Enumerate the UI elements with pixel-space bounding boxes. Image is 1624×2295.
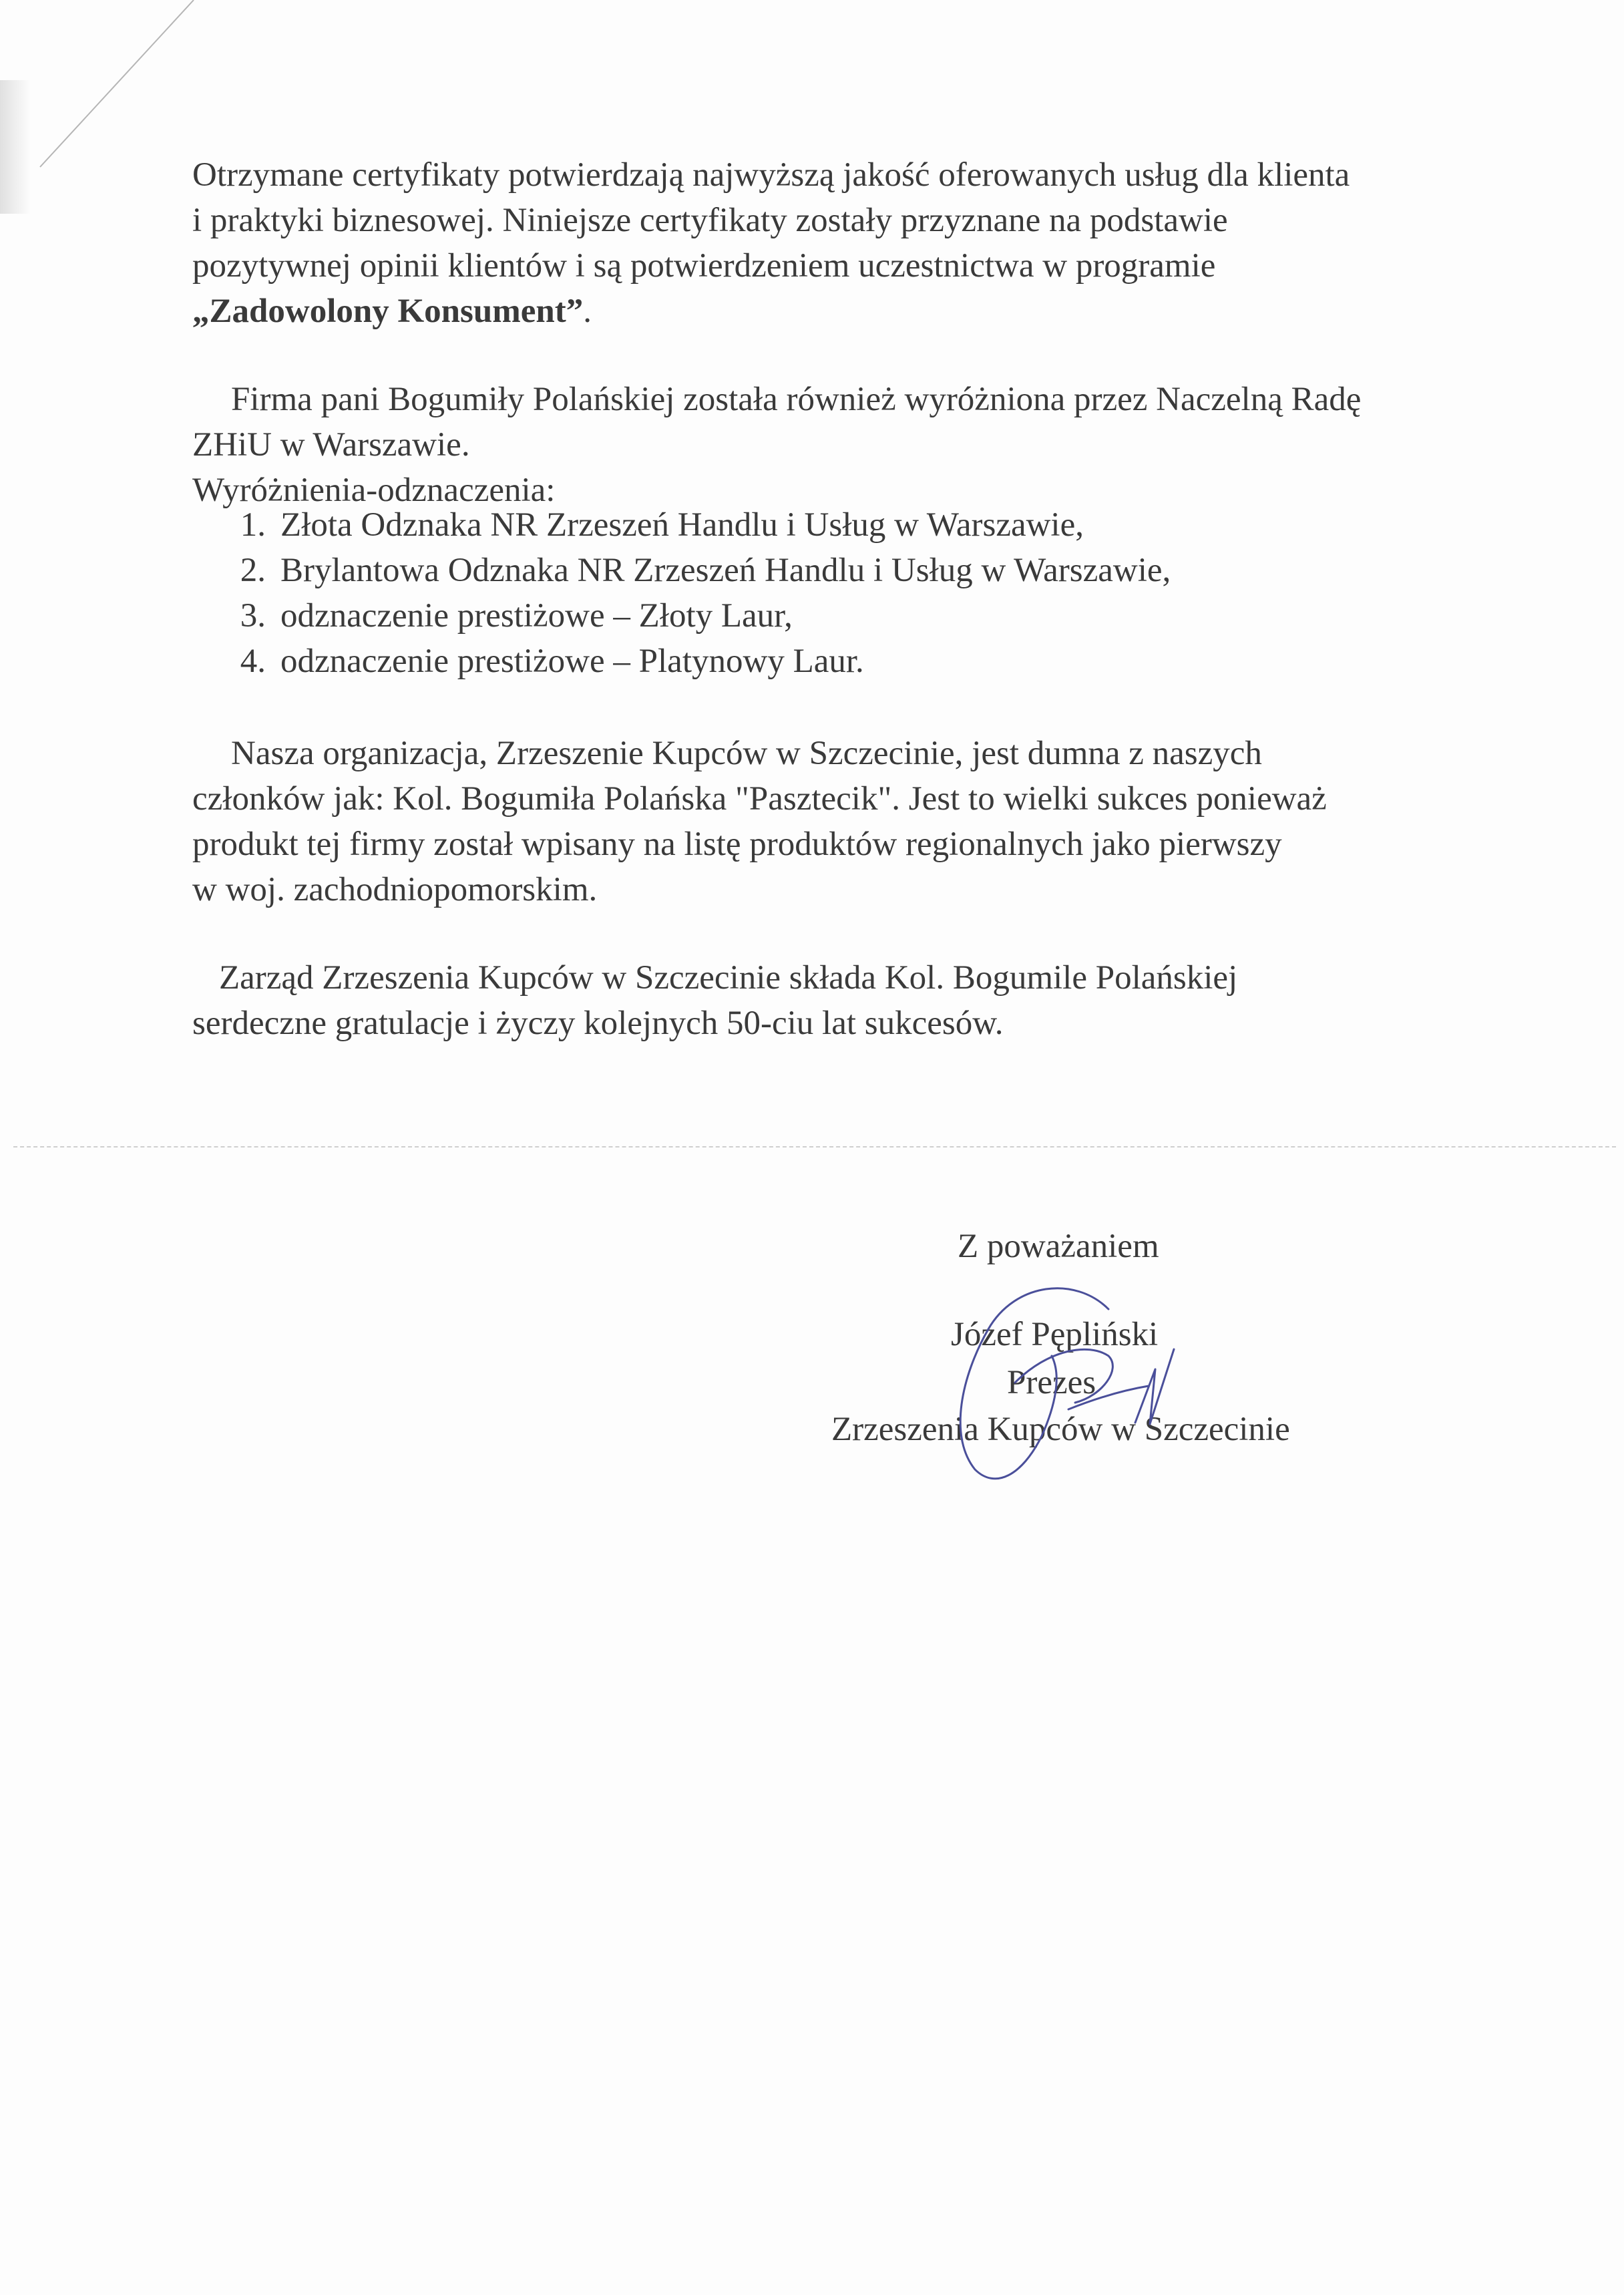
paragraph-distinction — [192, 377, 1535, 513]
paragraph-organization — [192, 731, 1535, 912]
list-number: 3. — [240, 597, 266, 635]
signer-name: Józef Pępliński — [951, 1316, 1159, 1353]
signer-title: Prezes — [1007, 1364, 1096, 1401]
awards-list — [192, 502, 1535, 684]
paragraph-line: Zarząd Zrzeszenia Kupców w Szczecinie składa Kol. Bogumile Polańskiej — [219, 959, 1238, 997]
paragraph-line: Otrzymane certyfikaty potwierdzają najwyższą jakość oferowanych usług dla klienta — [192, 156, 1350, 194]
list-text: Złota Odznaka NR Zrzeszeń Handlu i Usług w Warszawie, — [280, 506, 1084, 544]
paragraph-certificates — [192, 152, 1535, 334]
corner-crease-mark — [0, 0, 214, 174]
paragraph-line: w woj. zachodniopomorskim. — [192, 871, 598, 908]
paper-fold-line — [13, 1146, 1616, 1148]
list-item — [192, 502, 1535, 548]
paragraph-line: członków jak: Kol. Bogumiła Polańska "Pasztecik". Jest to wielki sukces ponieważ — [192, 780, 1327, 818]
list-text: odznaczenie prestiżowe – Złoty Laur, — [280, 597, 793, 635]
list-number: 1. — [240, 506, 266, 544]
signer-organization: Zrzeszenia Kupców w Szczecinie — [831, 1411, 1290, 1448]
paragraph-line: Nasza organizacja, Zrzeszenie Kupców w Szczecinie, jest dumna z naszych — [231, 735, 1262, 772]
paragraph-line: produkt tej firmy został wpisany na listę produktów regionalnych jako pierwszy — [192, 826, 1282, 863]
list-number: 4. — [240, 643, 266, 680]
paragraph-line — [192, 289, 1535, 334]
paragraph-line: serdeczne gratulacje i życzy kolejnych 50-ciu lat sukcesów. — [192, 1005, 1004, 1042]
list-text: Brylantowa Odznaka NR Zrzeszeń Handlu i Usług w Warszawie, — [280, 552, 1171, 589]
awards-heading: Wyróżnienia-odznaczenia: — [192, 472, 556, 509]
paragraph-line: ZHiU w Warszawie. — [192, 426, 470, 464]
paragraph-congratulations — [192, 955, 1535, 1046]
list-item — [192, 593, 1535, 639]
paragraph-line: Firma pani Bogumiły Polańskiej została również wyróżniona przez Naczelną Radę — [231, 381, 1362, 418]
program-name: „Zadowolony Konsument” — [192, 293, 584, 330]
list-item — [192, 548, 1535, 593]
paragraph-line: pozytywnej opinii klientów i są potwierdzeniem uczestnictwa w programie — [192, 247, 1216, 285]
closing-greeting: Z poważaniem — [958, 1228, 1159, 1265]
sentence-end: . — [583, 293, 592, 330]
paragraph-line: i praktyki biznesowej. Niniejsze certyfikaty zostały przyznane na podstawie — [192, 202, 1228, 239]
list-number: 2. — [240, 552, 266, 589]
handwritten-signature — [915, 1269, 1195, 1496]
list-text: odznaczenie prestiżowe – Platynowy Laur. — [280, 643, 864, 680]
list-item — [192, 639, 1535, 684]
